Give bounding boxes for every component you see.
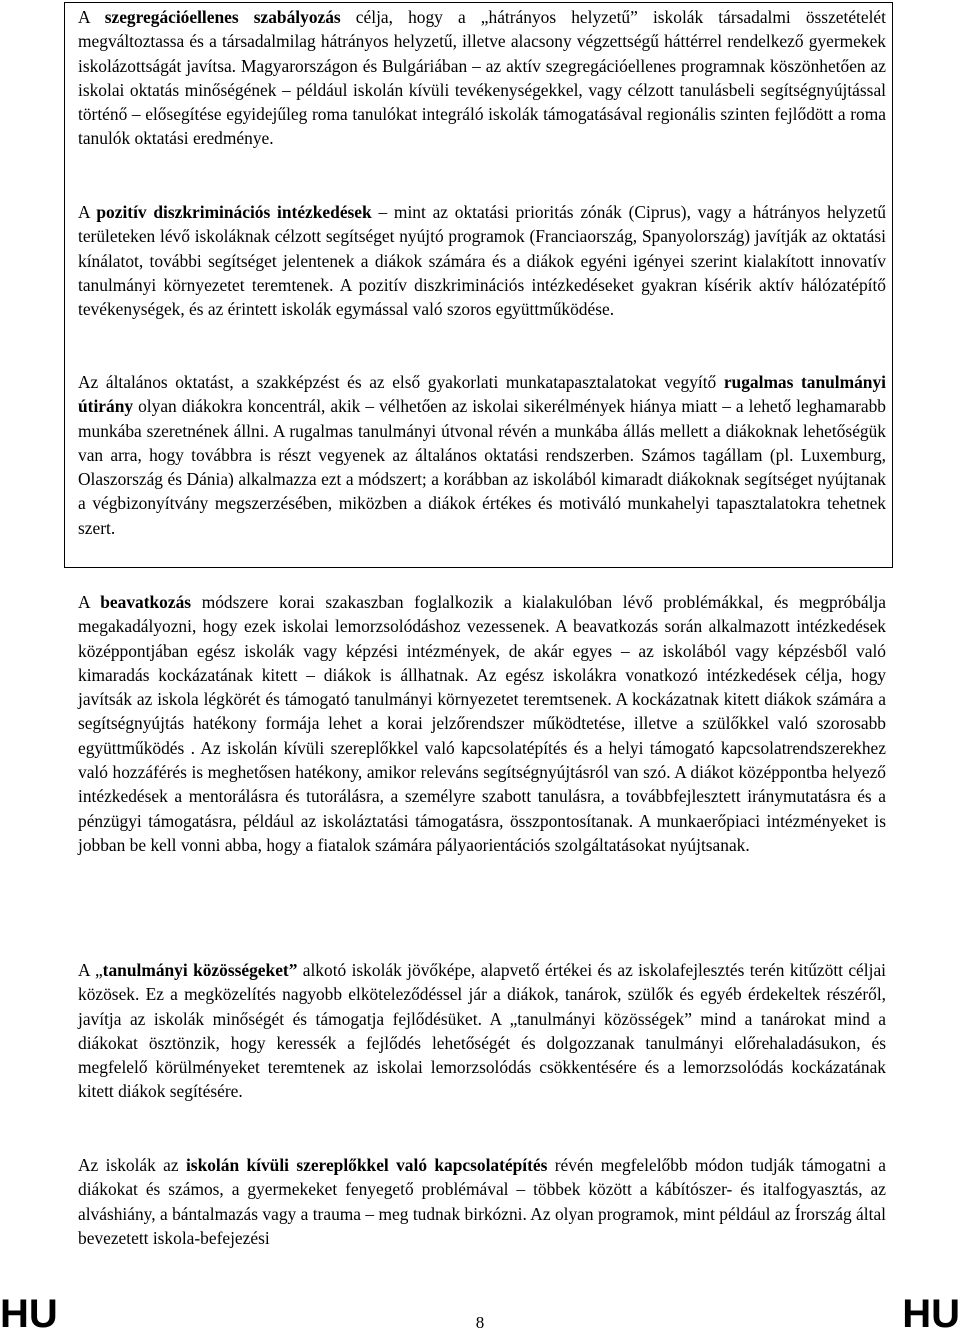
text-run: célja, hogy a „hátrányos helyzetű” iskolák társadalmi összetételét megváltoztassa és a társadalmilag hátrányos helyzetű, illetve alacsony végzettségű háttérrel rendelkező gyermekek iskolázottságát javítsa. Magyarországon és Bulgáriában – az aktív szegregációellenes programnak köszönhetően az iskolai oktatás minőségének – például iskolán kívüli tevékenységekkel, vagy célzott tanulásbeli segítségnyújtással történő – elősegítése egyidejűleg roma tanulókat integráló iskolák támogatásával regionális szinten fejlődött a roma tanulók oktatási eredménye. (78, 7, 886, 149)
footer-language-code-left: HU (0, 1292, 58, 1336)
text-run: révén megfelelőbb módon tudják támogatni a diákokat és számos, a gyermekeket fenyegető problémával – többek között a kábítószer- és italfogyasztás, az alváshiány, a bántalmazás vagy a trauma – meg tudnak birkózni. Az olyan programok, mint például az Írország által bevezetett iskola-befejezési (78, 1155, 887, 1248)
text-run: módszere korai szakaszban foglalkozik a kialakulóban lévő problémákkal, és megpróbálja megakadályozni, hogy ezek iskolai lemorzsolódáshoz vezessenek. A beavatkozás során alkalmazott intézkedések középpontjában egész iskolák vagy képzési intézmények, de akár egyes – az iskolából vagy képzésből való kimaradás kockázatának kitett – diákok is állhatnak. Az egész iskolákra vonatkozó intézkedések célja, hogy javítsák az iskola légkörét és támogató tanulmányi környezetet teremtsenek. A kockázatnak kitett diákok számára a segítségnyújtás hatékony formája lehet a korai jelzőrendszer működtetése, illetve a szülőkkel való szorosabb együttműködés . Az iskolán kívüli szereplőkkel való kapcsolatépítés és a helyi támogató kapcsolatrendszerekhez való hozzáférés is meghetősen hatékony, amikor releváns segítségnyújtásról van szó. A diákot középpontba helyező intézkedések a mentorálásra és tutorálásra, a személyre szabott tanulásra, a továbbfejlesztett iránymutatásra és a pénzügyi támogatásra, például az iskoláztatási támogatásra, összpontosítanak. A munkaerőpiaci intézményeket is jobban be kell vonni abba, hogy a fiatalok számára pályaorientációs szolgáltatásokat nyújtsanak. (78, 592, 886, 855)
text-run: A (78, 7, 105, 27)
bold-term: pozitív diszkriminációs intézkedések (96, 202, 372, 222)
bold-term: szegregációellenes szabályozás (104, 7, 341, 27)
text-run: Az iskolák az (78, 1155, 186, 1175)
text-run: Az általános oktatást, a szakképzést és az első gyakorlati munkatapasztalatokat vegyítő (78, 372, 724, 392)
bold-term: iskolán kívüli szereplőkkel való kapcsolatépítés (185, 1155, 548, 1175)
text-run: – mint az oktatási prioritás zónák (Ciprus), vagy a hátrányos helyzetű területeken lévő iskoláknak célzott segítséget nyújtó programok (Franciaország, Spanyolország) javítják az oktatási kínálatot, további segítséget jelentenek a diákok számára és a diákok egyéni igényei szerint kialakított innovatív tanulmányi környezetet teremtenek. A pozitív diszkriminációs intézkedéseket gyakran kísérik aktív hálózatépítő tevékenységek, és az érintett iskolák egymással való szoros együttműködése. (78, 202, 886, 320)
page-number: 8 (475, 1313, 485, 1332)
paragraph-external-partners (78, 1153, 886, 1250)
paragraph-intervention (78, 590, 886, 857)
text-run: A (78, 592, 101, 612)
bold-term: tanulmányi közösségeket” (102, 960, 298, 980)
text-run: A (78, 202, 97, 222)
text-run: A „ (78, 960, 103, 980)
text-run: alkotó iskolák jövőképe, alapvető értékei és az iskolafejlesztés terén kitűzött céljai közösek. Ez a megközelítés nagyobb elköteleződéssel jár a diákok, tanárok, szülők és egyéb érdekeltek részéről, javítja az iskolák minőségét és támogatja fejlődésüket. A „tanulmányi közösségek” mind a tanárokat mind a diákokat ösztönzik, hogy keressék a fejlődés lehetőségét és dolgozzanak tanulmányi előrehaladásukon, és megfelelő körülményeket teremtenek az iskolai lemorzsolódás csökkentésére és a lemorzsolódás kockázatának kitett diákok segítésére. (78, 960, 886, 1102)
paragraph-segregation (78, 5, 886, 151)
paragraph-learning-communities (78, 958, 886, 1104)
paragraph-positive-discrimination (78, 200, 886, 321)
paragraph-flexible-pathway (78, 370, 886, 540)
bold-term: beavatkozás (100, 592, 192, 612)
bold-term: rugalmas tanulmányi útirány (78, 372, 887, 417)
footer-language-code-right: HU (902, 1292, 960, 1336)
text-run: olyan diákokra koncentrál, akik – vélhetően az iskolai sikerélmények hiánya miatt – a lehető leghamarabb munkába szeretnének állni. A rugalmas tanulmányi útvonal révén a munkába állás mellett a diákoknak lehetőségük van arra, hogy továbbra is részt vegyenek az általános oktatási rendszerben. Számos tagállam (pl. Luxemburg, Olaszország és Dánia) alkalmazza ezt a módszert; a korábban az iskolából kimaradt diákoknak segítséget nyújtanak a végbizonyítvány megszerzésében, miközben a diákok értékes és motiváló munkahelyi tapasztalatokra tehetnek szert. (78, 396, 886, 538)
